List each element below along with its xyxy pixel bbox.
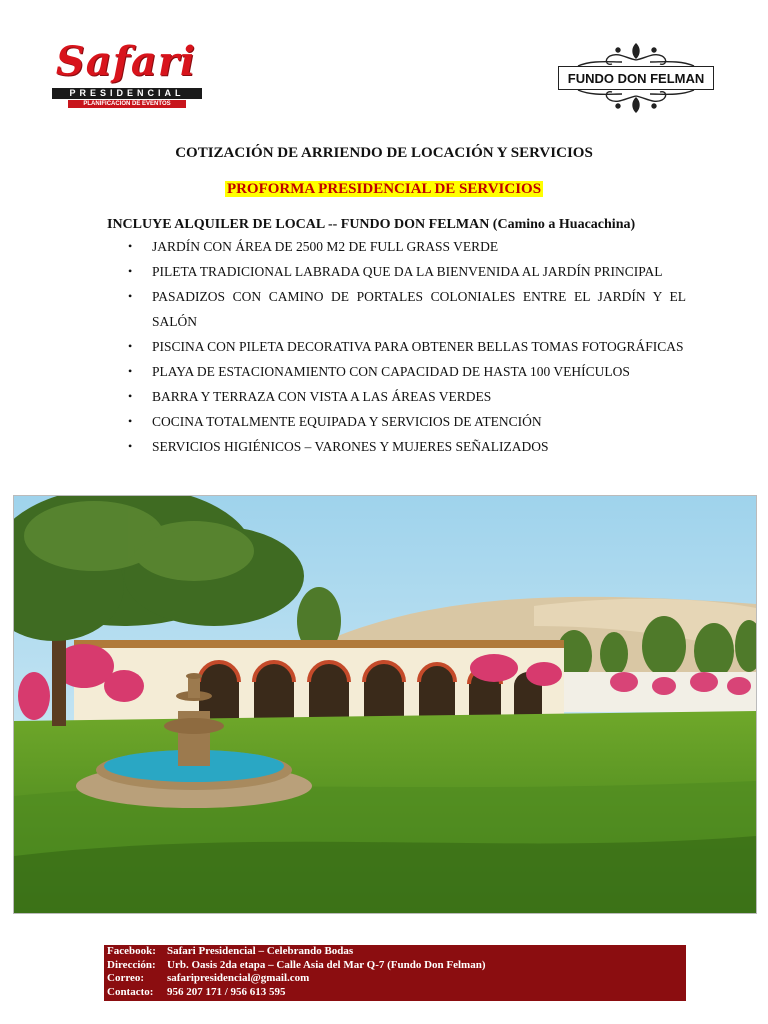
list-item bbox=[128, 409, 686, 434]
document-subtitle-wrap bbox=[0, 180, 768, 198]
footer-email-row bbox=[107, 972, 686, 986]
footer-label: Correo: bbox=[107, 972, 145, 984]
safari-logo-subtitle: PLANIFICACIÓN DE EVENTOS bbox=[68, 100, 186, 108]
footer-email: safaripresidencial@gmail.com bbox=[167, 972, 310, 984]
safari-logo-bar: PRESIDENCIAL bbox=[52, 88, 202, 99]
list-item bbox=[128, 434, 686, 459]
bullet-icon: • bbox=[128, 414, 133, 428]
list-item bbox=[128, 384, 686, 409]
footer-label: Facebook: bbox=[107, 945, 156, 957]
footer-facebook-row bbox=[107, 945, 686, 959]
list-item bbox=[128, 334, 686, 359]
service-text: PASADIZOS CON CAMINO DE PORTALES COLONIALES ENTRE EL JARDÍN Y EL SALÓN bbox=[152, 289, 686, 329]
footer-phone: 956 207 171 / 956 613 595 bbox=[167, 985, 286, 998]
felman-logo-text: FUNDO DON FELMAN bbox=[558, 66, 714, 90]
bullet-icon: • bbox=[128, 339, 133, 353]
service-text: SERVICIOS HIGIÉNICOS – VARONES Y MUJERES SEÑALIZADOS bbox=[152, 439, 549, 454]
bullet-icon: • bbox=[128, 364, 133, 378]
safari-presidencial-logo bbox=[46, 38, 206, 118]
bullet-icon: • bbox=[128, 389, 133, 403]
includes-heading: INCLUYE ALQUILER DE LOCAL -- FUNDO DON FELMAN (Camino a Huacachina) bbox=[107, 217, 636, 232]
footer-address-row bbox=[107, 959, 686, 973]
services-list bbox=[128, 234, 686, 459]
fundo-don-felman-logo bbox=[552, 40, 720, 116]
document-title: COTIZACIÓN DE ARRIENDO DE LOCACIÓN Y SERVICIOS bbox=[175, 145, 593, 161]
list-item bbox=[128, 359, 686, 384]
bullet-icon: • bbox=[128, 239, 133, 253]
service-text: BARRA Y TERRAZA CON VISTA A LAS ÁREAS VERDES bbox=[152, 389, 492, 404]
bullet-icon: • bbox=[128, 439, 133, 453]
service-text: PILETA TRADICIONAL LABRADA QUE DA LA BIENVENIDA AL JARDÍN PRINCIPAL bbox=[152, 264, 663, 279]
service-text: PISCINA CON PILETA DECORATIVA PARA OBTENER BELLAS TOMAS FOTOGRÁFICAS bbox=[152, 339, 684, 354]
list-item bbox=[128, 259, 686, 284]
contact-footer bbox=[104, 945, 686, 1001]
garden-photo-illustration bbox=[14, 496, 756, 913]
document-subtitle: PROFORMA PRESIDENCIAL DE SERVICIOS bbox=[226, 181, 542, 197]
bullet-icon: • bbox=[128, 289, 133, 303]
bullet-icon: • bbox=[128, 264, 133, 278]
venue-photo bbox=[13, 495, 757, 914]
list-item bbox=[128, 284, 686, 334]
service-text: PLAYA DE ESTACIONAMIENTO CON CAPACIDAD DE HASTA 100 VEHÍCULOS bbox=[152, 364, 630, 379]
service-text: JARDÍN CON ÁREA DE 2500 M2 DE FULL GRASS VERDE bbox=[152, 239, 499, 254]
footer-label: Contacto: bbox=[107, 985, 154, 998]
footer-facebook: Safari Presidencial – Celebrando Bodas bbox=[167, 945, 354, 957]
footer-address: Urb. Oasis 2da etapa – Calle Asia del Mar Q-7 (Fundo Don Felman) bbox=[167, 958, 486, 971]
service-text: COCINA TOTALMENTE EQUIPADA Y SERVICIOS DE ATENCIÓN bbox=[152, 414, 542, 429]
footer-label: Dirección: bbox=[107, 958, 156, 971]
safari-logo-word: Safari bbox=[55, 38, 197, 85]
footer-contact-row bbox=[107, 986, 686, 1000]
list-item bbox=[128, 234, 686, 259]
